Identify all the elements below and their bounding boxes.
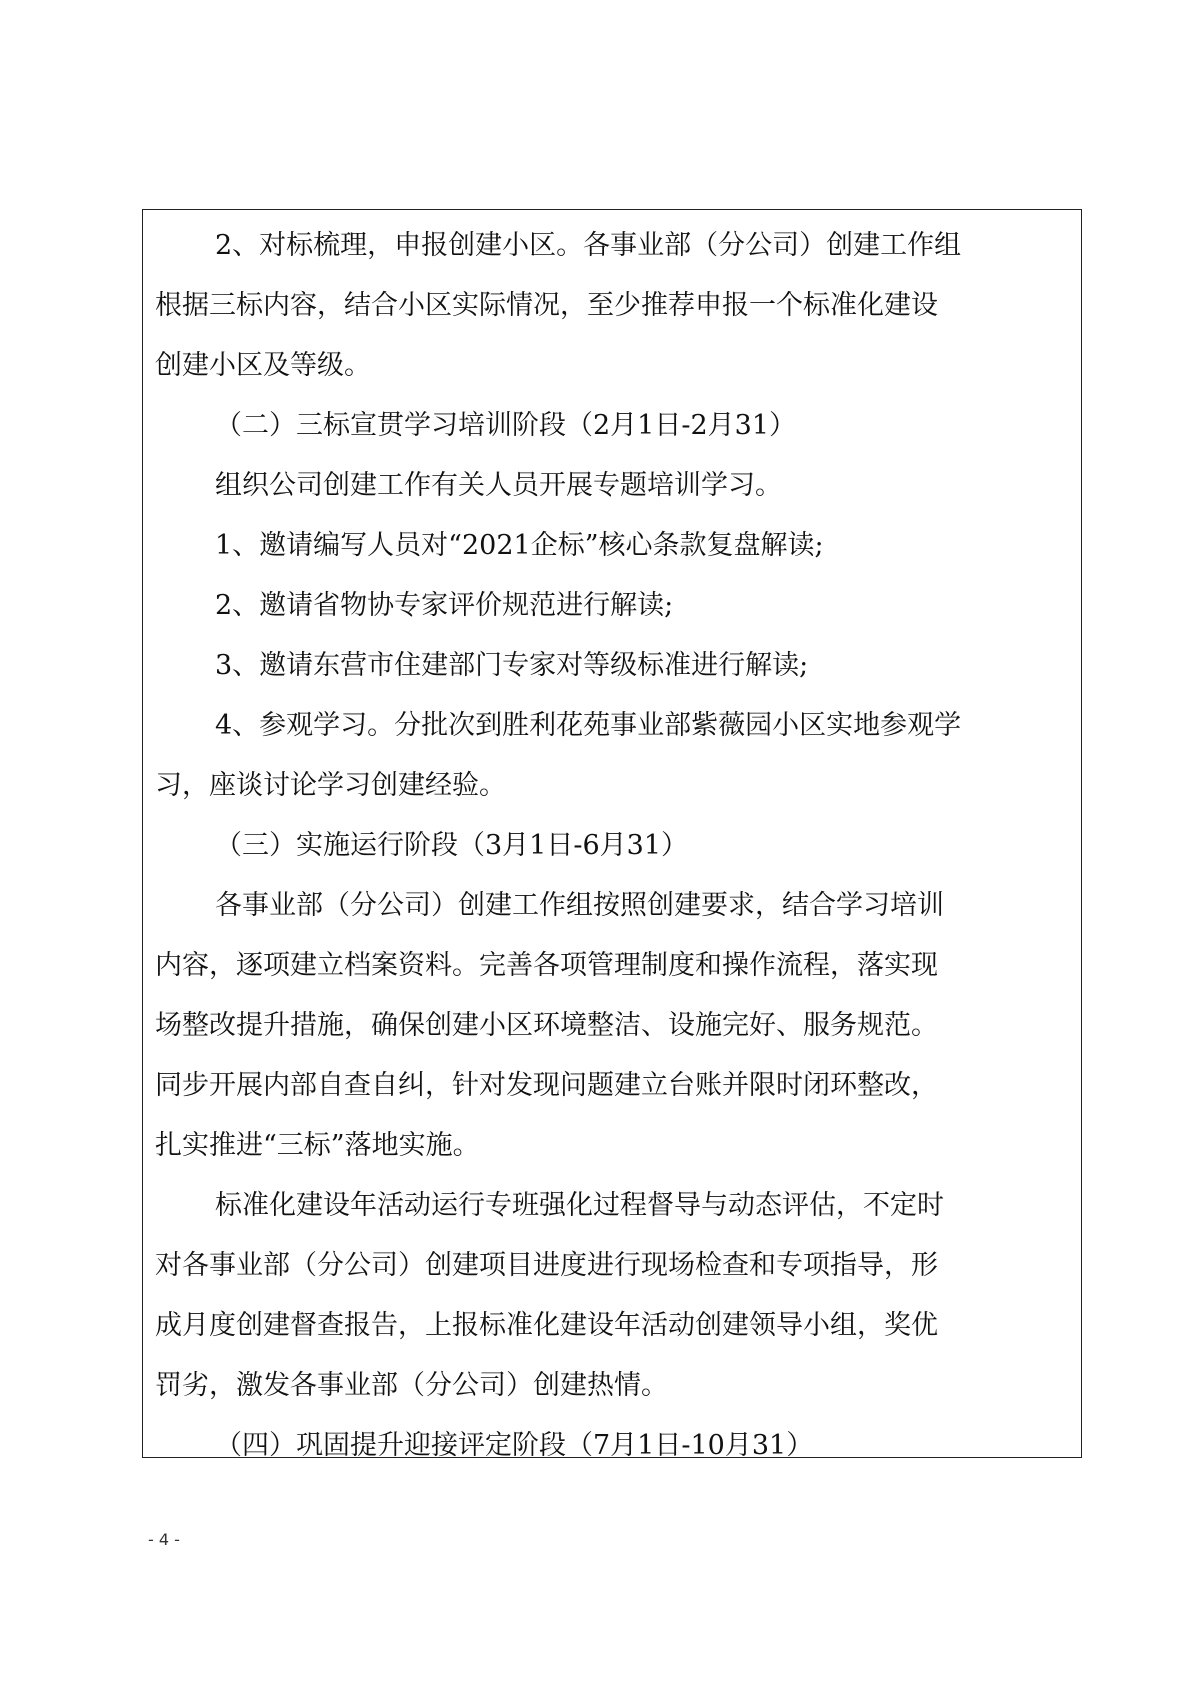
text-line: 各事业部（分公司）创建工作组按照创建要求，结合学习培训 [215, 890, 944, 921]
text-line: 场整改提升措施，确保创建小区环境整洁、设施完好、服务规范。 [155, 1010, 938, 1041]
text-line: 组织公司创建工作有关人员开展专题培训学习。 [215, 470, 782, 501]
text-line: 成月度创建督查报告，上报标准化建设年活动创建领导小组，奖优 [155, 1310, 938, 1341]
section-heading: （四）巩固提升迎接评定阶段（7月1日-10月31） [215, 1430, 814, 1461]
list-item: 1、邀请编写人员对“2021企标”核心条款复盘解读; [215, 530, 824, 561]
section-heading: （三）实施运行阶段（3月1日-6月31） [215, 830, 689, 861]
text-line: 同步开展内部自查自纠，针对发现问题建立台账并限时闭环整改， [155, 1070, 938, 1101]
text-line: 创建小区及等级。 [155, 350, 371, 381]
text-line: 习，座谈讨论学习创建经验。 [155, 770, 506, 801]
text-line: 2、对标梳理，申报创建小区。各事业部（分公司）创建工作组 [215, 230, 962, 261]
list-item: 4、参观学习。分批次到胜利花苑事业部紫薇园小区实地参观学 [215, 710, 962, 741]
list-item: 2、邀请省物协专家评价规范进行解读; [215, 590, 674, 621]
page-number: - 4 - [148, 1530, 180, 1549]
text-line: 根据三标内容，结合小区实际情况，至少推荐申报一个标准化建设 [155, 290, 938, 321]
text-line: 罚劣，激发各事业部（分公司）创建热情。 [155, 1370, 668, 1401]
section-heading: （二）三标宣贯学习培训阶段（2月1日-2月31） [215, 410, 797, 441]
list-item: 3、邀请东营市住建部门专家对等级标准进行解读; [215, 650, 809, 681]
text-line: 扎实推进“三标”落地实施。 [155, 1130, 480, 1161]
text-line: 标准化建设年活动运行专班强化过程督导与动态评估，不定时 [215, 1190, 944, 1221]
text-line: 对各事业部（分公司）创建项目进度进行现场检查和专项指导，形 [155, 1250, 938, 1281]
text-line: 内容，逐项建立档案资料。完善各项管理制度和操作流程，落实现 [155, 950, 938, 981]
